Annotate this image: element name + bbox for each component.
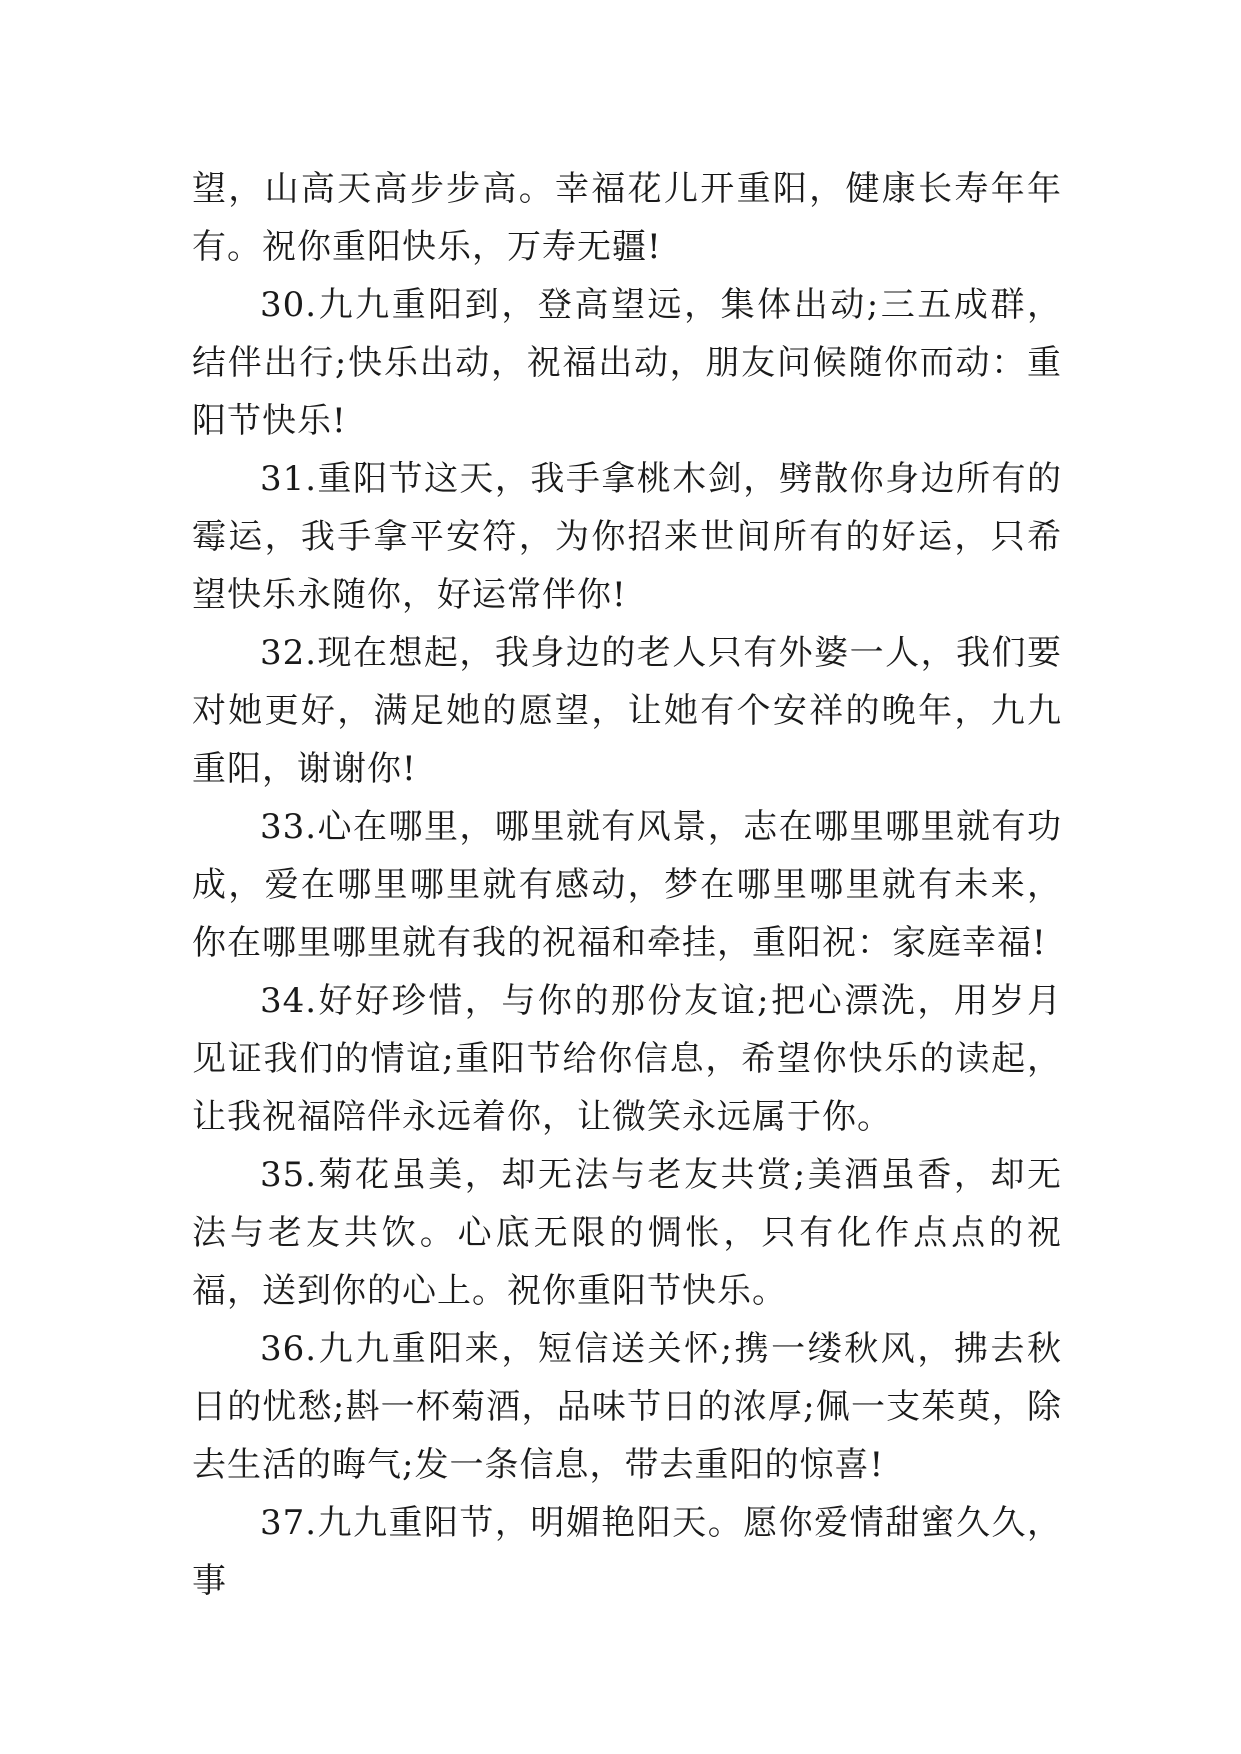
paragraph-30: 30.九九重阳到，登高望远，集体出动;三五成群，结伴出行;快乐出动，祝福出动，朋友问候随你而动：重阳节快乐! — [192, 285, 1062, 441]
paragraph-31: 31.重阳节这天，我手拿桃木剑，劈散你身边所有的霉运，我手拿平安符，为你招来世间所有的好运，只希望快乐永随你，好运常伴你! — [192, 459, 1062, 615]
paragraph-33: 33.心在哪里，哪里就有风景，志在哪里哪里就有功成，爱在哪里哪里就有感动，梦在哪里哪里就有未来，你在哪里哪里就有我的祝福和牵挂，重阳祝：家庭幸福! — [192, 807, 1062, 963]
paragraph-34: 34.好好珍惜，与你的那份友谊;把心漂洗，用岁月见证我们的情谊;重阳节给你信息，希望你快乐的读起，让我祝福陪伴永远着你，让微笑永远属于你。 — [192, 981, 1062, 1137]
paragraph-36: 36.九九重阳来，短信送关怀;携一缕秋风，拂去秋日的忧愁;斟一杯菊酒，品味节日的浓厚;佩一支茱萸，除去生活的晦气;发一条信息，带去重阳的惊喜! — [192, 1329, 1062, 1485]
document-body — [192, 160, 1062, 1610]
paragraph-35: 35.菊花虽美，却无法与老友共赏;美酒虽香，却无法与老友共饮。心底无限的惆怅，只有化作点点的祝福，送到你的心上。祝你重阳节快乐。 — [192, 1155, 1062, 1311]
paragraph-continuation: 望，山高天高步步高。幸福花儿开重阳，健康长寿年年有。祝你重阳快乐，万寿无疆! — [192, 169, 1062, 267]
paragraph-37: 37.九九重阳节，明媚艳阳天。愿你爱情甜蜜久久，事 — [192, 1503, 1062, 1601]
paragraph-32: 32.现在想起，我身边的老人只有外婆一人，我们要对她更好，满足她的愿望，让她有个安祥的晚年，九九重阳，谢谢你! — [192, 633, 1062, 789]
